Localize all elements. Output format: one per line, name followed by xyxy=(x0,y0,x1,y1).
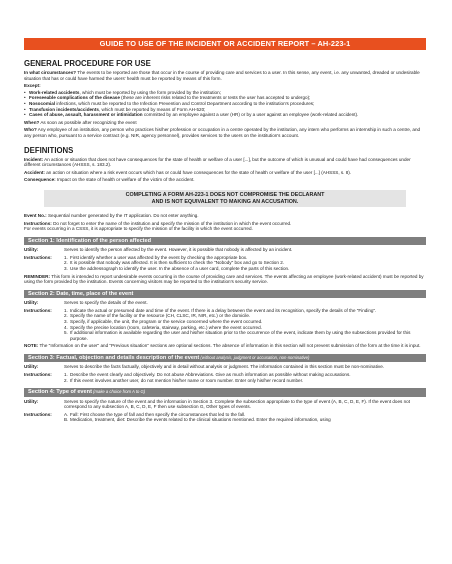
reminder-text: This form is intended to report undesirable events occurring in the course of providing care and services. The events affecting an employee (work-related accident) must be reported by using the form provided by the institution. Events concerning visitors may be reported to the institution's security service. xyxy=(24,273,424,285)
instruction-text: Describe the event clearly and objectively. Do not abuse Abbreviations. Give as much information as possible without making accusations. xyxy=(70,372,351,377)
definition-text: An action or situation that does not have consequences for the state of health or welfare of a user [...], but the outcome of which is unusual and could have had consequences under different circumstances (AHSSS, s. 183.2). xyxy=(24,156,411,168)
utility-text: Serves to specify the nature of the event and the information in Section 3. Complete the subsection appropriate to the type of event (A, B, C, D, E, F). If the event does not correspond to any subsection A, B, C, D, E, F then use subsection G, Other types of events. xyxy=(64,398,411,410)
instruction-number: 5. xyxy=(64,330,68,336)
section-1-instructions xyxy=(24,255,426,272)
section-4-subtitle: (make a choice from A to G) xyxy=(91,389,146,395)
note-paragraph xyxy=(24,343,426,349)
section-4-title: Section 4: Type of event xyxy=(28,389,92,396)
instruction-text: Specify the precise location (room, cafeteria, stairway, parking, etc.) where the event occurred. xyxy=(70,324,262,330)
when-paragraph xyxy=(24,70,426,81)
notice-box xyxy=(44,190,406,207)
instructions-label: Instructions: xyxy=(24,411,52,417)
instructions-list xyxy=(64,308,426,342)
note-text: The "Information on the user" and "Previous situation" sections are optional sections. The absence of information in this section will not prevent submission of the form at the time it is input. xyxy=(38,343,421,349)
exception-bold: Cases of abuse, assault, harassment or intimidation xyxy=(29,112,143,118)
definition-text: Impact on the state of health or welfare of the victim of the accident. xyxy=(55,177,195,183)
section-2-instructions xyxy=(24,308,426,342)
instruction-item xyxy=(64,330,426,341)
instruction-text: Use the addressograph to identify the user. In the absence of a user card, complete the parts of this section. xyxy=(70,266,290,272)
exception-text: , which must be reported by using the form provided by the institution; xyxy=(79,89,221,95)
instruction-text: Fall: First choose the type of fall and then specify the circumstances that led to the fall. xyxy=(70,411,246,417)
exceptions-list xyxy=(24,90,426,118)
instruction-number: 1. xyxy=(64,307,68,313)
reminder-label: REMINDER: xyxy=(24,273,51,279)
utility-label: Utility: xyxy=(24,300,39,306)
section-2-header: Section 2: Date, time, place of the event xyxy=(24,290,426,298)
instructions-intro-2: For events occurring in a CSSS, it is appropriate to specify the mission of the facility in which the event occurred. xyxy=(24,226,253,232)
section-1-header: Section 1: Identification of the person affected xyxy=(24,237,426,245)
section-4-utility xyxy=(24,399,426,410)
document-body xyxy=(24,56,426,423)
note-label: NOTE: xyxy=(24,343,39,349)
reminder-paragraph xyxy=(24,274,426,285)
utility-label: Utility: xyxy=(24,247,39,253)
instructions-label: Instructions: xyxy=(24,254,52,260)
section-3-instructions xyxy=(24,372,426,383)
instruction-text: Specify, if applicable, the unit, the program or the service concerned where the event occurred. xyxy=(70,319,263,325)
section-2-utility xyxy=(24,300,426,306)
exception-bold: Work-related accidents xyxy=(29,89,80,95)
when2-label: When? xyxy=(24,119,40,125)
definition-accident xyxy=(24,170,426,176)
definitions-heading: DEFINITIONS xyxy=(24,145,74,155)
utility-label: Utility: xyxy=(24,398,39,404)
except-label: Except: xyxy=(24,83,41,89)
event-number-paragraph xyxy=(24,213,426,219)
notice-line-2: AND IS NOT EQUIVALENT TO MAKING AN ACCUSATION. xyxy=(151,198,299,205)
definition-term: Consequence: xyxy=(24,177,56,183)
exception-item xyxy=(24,112,426,118)
who-paragraph xyxy=(24,127,426,138)
instructions-list xyxy=(64,255,426,272)
definition-incident xyxy=(24,157,426,168)
instruction-number: 2. xyxy=(64,377,68,383)
instructions-list xyxy=(64,372,426,383)
section-3-utility xyxy=(24,364,426,370)
definition-term: Accident: xyxy=(24,169,45,175)
definition-consequence xyxy=(24,177,426,183)
utility-text: Serves to identify the person affected by the event. However, it is possible that nobody is affected by an incident. xyxy=(64,247,293,253)
instruction-text: Indicate the actual or presumed date and time of the event. If there is a delay between the event and its recognition, specify the details of the "Finding". xyxy=(70,307,377,313)
exception-text: infections, which must be reported to the Infection Prevention and Control Department according to the institution's procedures; xyxy=(55,100,315,106)
exception-text: committed by an employee against a user (HR) or by a user against an employee (work-related accident). xyxy=(142,112,359,118)
when-text: The events to be reported are those that occur in the course of providing care and services to a user. In this sense, any event, i.e. any unwanted, dreaded or undesirable situation that has or could have harmed the users' health must be reported by means of this form. xyxy=(24,70,420,81)
instruction-number: B. xyxy=(64,417,69,423)
when2-text: As soon as possible after recognizing the event xyxy=(39,119,137,125)
section-1-utility xyxy=(24,247,426,253)
event-number-label: Event No.: xyxy=(24,213,47,219)
event-number-text: Sequential number generated by the IT application. Do not enter anything. xyxy=(46,213,199,219)
instructions-text: Do not forget to enter the name of the institution and specify the mission of the institution in which the event occurred. xyxy=(51,220,292,226)
instruction-item xyxy=(64,266,426,272)
utility-text: Serves to describe the facts factually, objectively and in detail without analysis or judgment. The information contained in this section must be non-nominative. xyxy=(64,364,385,370)
instruction-number: 2. xyxy=(64,313,68,319)
utility-text: Serves to specify the details of the event. xyxy=(64,300,148,306)
instruction-number: 3. xyxy=(64,266,68,272)
section-3-title: Section 3: Factual, objection and details description of the event xyxy=(28,355,200,361)
instruction-number: 2. xyxy=(64,260,68,266)
instruction-text: If additional information is available regarding the user and his/her situation prior to the occurrence of the event, indicate them by using the subsections provided for this purpose. xyxy=(70,330,411,341)
exception-bold: Transfusion incidents/accidents xyxy=(29,106,99,112)
instruction-text: First identify whether a user was affected by the event by checking the appropriate box. xyxy=(70,254,248,260)
who-text: Any employee of an institution, any person who practices his/her profession or occupation in a centre operated by the institution, any intern who performs an internship in such a centre, and any person who, pursuant to a service contract (e.g. NIR, agency personnel), provides services to the users on the institution's account. xyxy=(24,127,421,138)
definition-text: an action or situation where a risk event occurs which has or could have consequences for the state of health or welfare of the user [...] (AHSSS, s. 8). xyxy=(44,169,352,175)
exception-bold: Foreseeable complications of the disease xyxy=(29,95,120,101)
exception-text: (these are inherent risks related to the treatments or tests the user has accepted to undergo); xyxy=(119,95,311,101)
instruction-number: 1. xyxy=(64,372,68,377)
instruction-number: 3. xyxy=(64,319,68,325)
instruction-text: Medication, treatment, diet: Describe the events related to the clinical situations mentioned. Enter the required information, using xyxy=(70,417,331,423)
instruction-number: 4. xyxy=(64,324,68,330)
section-4-header xyxy=(24,388,426,396)
general-procedure-heading: GENERAL PROCEDURE FOR USE xyxy=(24,59,151,68)
when2-paragraph xyxy=(24,120,426,126)
instruction-number: A. xyxy=(64,411,69,417)
who-label: Who? xyxy=(24,127,37,133)
section-3-subtitle: (without analysis, judgment or accusation, non-nominative) xyxy=(199,355,310,360)
exception-bold: Nosocomial xyxy=(29,100,56,106)
document-title-banner: GUIDE TO USE OF THE INCIDENT OR ACCIDENT REPORT – AH-223-1 xyxy=(24,38,426,50)
section-3-header xyxy=(24,354,426,362)
instructions-label: Instructions: xyxy=(24,372,52,377)
notice-line-1: COMPLETING A FORM AH-223-1 DOES NOT COMPROMISE THE DECLARANT xyxy=(125,191,325,198)
instruction-text: If this event involves another user, do not mention his/her name or room number. Enter only his/her record number. xyxy=(70,377,304,383)
instruction-number: 1. xyxy=(64,254,68,260)
instruction-text: It is possible that nobody was affected. It is then sufficient to check the "Nobody" box and go to Section 2. xyxy=(70,260,285,266)
utility-label: Utility: xyxy=(24,364,39,370)
exception-text: , which must be reported by means of Form AH-520; xyxy=(98,106,206,112)
instruction-item xyxy=(64,417,426,423)
when-label: In what circumstances? xyxy=(24,70,77,75)
definition-term: Incident: xyxy=(24,156,44,162)
instruction-item xyxy=(64,378,426,384)
section-4-instructions xyxy=(24,412,426,423)
instructions-label: Instructions: xyxy=(24,307,52,313)
instructions-list xyxy=(64,412,426,423)
instructions-label: Instructions: xyxy=(24,220,52,226)
instruction-text: Specify the name of the facility or the resource (CH, CLSC, IR, NIR, etc.) or the domicile. xyxy=(70,313,251,319)
